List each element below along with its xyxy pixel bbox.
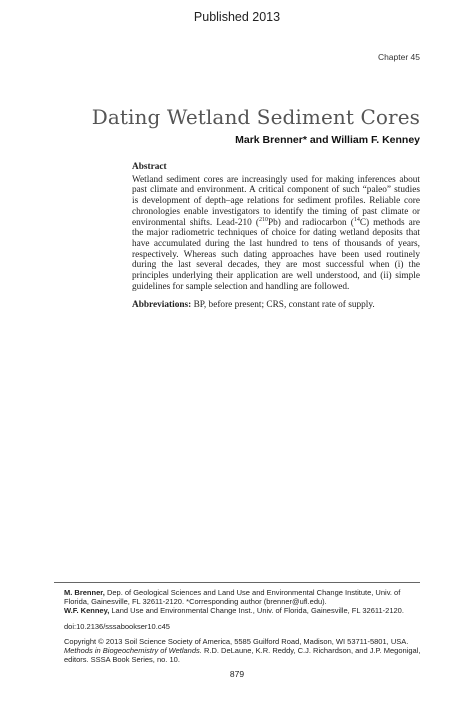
c-mass-number: 14 bbox=[353, 216, 360, 223]
brenner-name: M. Brenner, bbox=[64, 588, 105, 597]
abstract-text-part-1: Wetland sediment cores are increasingly used for making inferences about past climate and environment. A critical component of such “paleo” studies is development of depth–age relations for sediment profiles. Reliable core chronologies enable investigators to identify the timing of past climate or environmental shifts. Lead-210 ( bbox=[132, 174, 420, 228]
footnote-brenner bbox=[64, 588, 424, 606]
pb-symbol: Pb bbox=[267, 217, 278, 228]
brenner-affiliation: Dep. of Geological Sciences and Land Use and Environmental Change Institute, Univ. of Florida, Gainesville, FL 32611-2120. *Corresponding author (brenner@ufl.edu). bbox=[64, 588, 401, 607]
footnote-kenney bbox=[64, 606, 424, 615]
abstract-text-part-2: ) and radiocarbon ( bbox=[277, 217, 354, 228]
kenney-affiliation: Land Use and Environmental Change Inst., Univ. of Florida, Gainesville, FL 32611-2120. bbox=[111, 606, 404, 616]
abstract-body bbox=[132, 175, 420, 293]
c-symbol: C bbox=[359, 217, 367, 228]
copyright-text: Copyright © 2013 Soil Science Society of America, 5585 Guilford Road, Madison, WI 53711-5801, USA. bbox=[64, 636, 409, 646]
copyright-notice bbox=[64, 637, 424, 665]
page-number: 879 bbox=[229, 669, 245, 679]
abstract-section bbox=[132, 162, 420, 311]
footnote-divider bbox=[54, 582, 420, 583]
footnotes bbox=[64, 588, 424, 664]
book-editors: R.D. DeLaune, K.R. Reddy, C.J. Richardson, and J.P. Megonigal, editors. SSSA Book Series, no. 10. bbox=[64, 646, 421, 665]
abbreviations-text: BP, before present; CRS, constant rate of supply. bbox=[193, 300, 375, 311]
book-title: Methods in Biogeochemistry of Wetlands. bbox=[64, 646, 202, 656]
abstract-text-part-3: ) methods are the major radiometric techniques of choice for dating wetland deposits that have accumulated during the last hundred to tens of thousands of years, respectively. Whereas such dating approaches have been used routinely during the last several decades, they are most successful when (i) the principles underlying their application are well understood, and (ii) simple guidelines for sample selection and handling are followed. bbox=[132, 217, 421, 292]
kenney-name: W.F. Kenney, bbox=[64, 606, 110, 616]
authors: Mark Brenner* and William F. Kenney bbox=[235, 134, 420, 146]
abbreviations-label: Abbreviations: bbox=[132, 300, 192, 311]
abbreviations bbox=[132, 300, 420, 311]
published-header: Published 2013 bbox=[193, 10, 281, 24]
doi: doi:10.2136/sssabookser10.c45 bbox=[64, 621, 170, 631]
chapter-label: Chapter 45 bbox=[377, 52, 420, 62]
abstract-heading: Abstract bbox=[132, 162, 167, 172]
chapter-title: Dating Wetland Sediment Cores bbox=[91, 105, 420, 129]
pb-mass-number: 210 bbox=[258, 216, 268, 223]
